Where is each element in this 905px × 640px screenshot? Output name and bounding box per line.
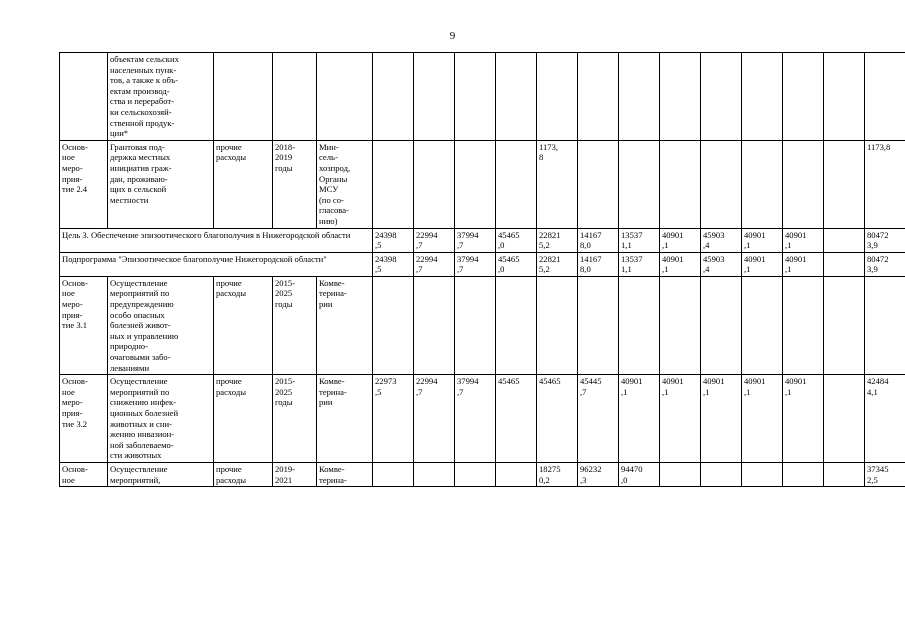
value-cell: 45465 bbox=[537, 375, 578, 463]
value-cell bbox=[742, 462, 783, 486]
value-cell bbox=[660, 53, 701, 141]
period-cell: 2019- 2021 bbox=[273, 462, 317, 486]
value-cell bbox=[578, 53, 619, 141]
value-cell bbox=[783, 140, 824, 228]
value-cell: 40901 ,1 bbox=[660, 228, 701, 252]
measure-name-cell: Грантовая под- держка местных инициатив граж- дан, проживаю- щих в сельской местности bbox=[108, 140, 214, 228]
value-cell: 13537 1,1 bbox=[619, 252, 660, 276]
value-cell: 22821 5,2 bbox=[537, 228, 578, 252]
value-cell bbox=[660, 140, 701, 228]
value-cell: 94470 ,0 bbox=[619, 462, 660, 486]
value-cell bbox=[455, 462, 496, 486]
executor-cell: Комве- терина- рии bbox=[317, 375, 373, 463]
value-cell: 40901 ,1 bbox=[742, 228, 783, 252]
value-cell bbox=[824, 375, 865, 463]
value-cell: 45465 ,0 bbox=[496, 252, 537, 276]
measure-code-cell: Основ- ное меро- прия- тие 3.1 bbox=[60, 276, 108, 374]
value-cell bbox=[496, 140, 537, 228]
value-cell: 45445 ,7 bbox=[578, 375, 619, 463]
value-cell: 40901 ,1 bbox=[742, 252, 783, 276]
value-cell bbox=[496, 462, 537, 486]
value-cell bbox=[824, 276, 865, 374]
value-cell bbox=[824, 462, 865, 486]
value-cell bbox=[701, 140, 742, 228]
value-cell: 40901 ,1 bbox=[660, 375, 701, 463]
value-cell: 24398 ,5 bbox=[373, 228, 414, 252]
total-cell: 42484 4,1 bbox=[865, 375, 905, 463]
measure-code-cell bbox=[60, 53, 108, 141]
value-cell bbox=[578, 140, 619, 228]
value-cell bbox=[414, 140, 455, 228]
value-cell: 18275 0,2 bbox=[537, 462, 578, 486]
total-cell bbox=[865, 53, 905, 141]
value-cell: 22821 5,2 bbox=[537, 252, 578, 276]
table-row bbox=[60, 276, 905, 374]
value-cell bbox=[783, 53, 824, 141]
value-cell bbox=[742, 276, 783, 374]
value-cell: 40901 ,1 bbox=[619, 375, 660, 463]
period-cell: 2018- 2019 годы bbox=[273, 140, 317, 228]
value-cell bbox=[496, 276, 537, 374]
value-cell: 1173, 8 bbox=[537, 140, 578, 228]
value-cell bbox=[619, 140, 660, 228]
value-cell bbox=[373, 140, 414, 228]
value-cell bbox=[824, 53, 865, 141]
value-cell bbox=[414, 53, 455, 141]
executor-cell bbox=[317, 53, 373, 141]
value-cell bbox=[414, 462, 455, 486]
executor-cell: Мин- сель- хозпрод, Органы МСУ (по со- гласова- нию) bbox=[317, 140, 373, 228]
total-cell: 80472 3,9 bbox=[865, 228, 905, 252]
measure-name-cell: Осуществление мероприятий по снижению инфек- ционных болезней животных и сни- жению инвазион- ной заболеваемо- сти животных bbox=[108, 375, 214, 463]
executor-cell: Комве- терина- рии bbox=[317, 276, 373, 374]
value-cell bbox=[455, 53, 496, 141]
measure-name-cell: объектам сельских населенных пунк- тов, а также к объ- ектам производ- ства и переработ- ки сельскохозяй- ственной продук- ции* bbox=[108, 53, 214, 141]
value-cell bbox=[824, 252, 865, 276]
measure-code-cell: Основ- ное меро- прия- тие 3.2 bbox=[60, 375, 108, 463]
value-cell bbox=[660, 462, 701, 486]
value-cell bbox=[496, 53, 537, 141]
total-cell: 1173,8 bbox=[865, 140, 905, 228]
total-cell: 80472 3,9 bbox=[865, 252, 905, 276]
value-cell: 40901 ,1 bbox=[742, 375, 783, 463]
expense-type-cell: прочие расходы bbox=[214, 462, 273, 486]
page-number: 9 bbox=[449, 30, 456, 42]
value-cell bbox=[701, 462, 742, 486]
value-cell: 40901 ,1 bbox=[660, 252, 701, 276]
summary-row bbox=[60, 252, 905, 276]
value-cell bbox=[455, 276, 496, 374]
value-cell: 22994 ,7 bbox=[414, 228, 455, 252]
row-title: Цель 3. Обеспечение эпизоотического благополучия в Нижегородской области bbox=[60, 228, 373, 252]
expense-type-cell bbox=[214, 53, 273, 141]
value-cell: 24398 ,5 bbox=[373, 252, 414, 276]
period-cell: 2015- 2025 годы bbox=[273, 375, 317, 463]
value-cell: 37994 ,7 bbox=[455, 252, 496, 276]
value-cell: 22994 ,7 bbox=[414, 252, 455, 276]
value-cell: 45903 ,4 bbox=[701, 228, 742, 252]
value-cell bbox=[824, 140, 865, 228]
measure-code-cell: Основ- ное bbox=[60, 462, 108, 486]
value-cell: 40901 ,1 bbox=[783, 375, 824, 463]
value-cell: 37994 ,7 bbox=[455, 375, 496, 463]
table-row bbox=[60, 140, 905, 228]
value-cell bbox=[783, 276, 824, 374]
value-cell bbox=[537, 53, 578, 141]
summary-row bbox=[60, 228, 905, 252]
period-cell: 2015- 2025 годы bbox=[273, 276, 317, 374]
measure-name-cell: Осуществление мероприятий по предупреждению особо опасных болезней живот- ных и управлению природно- очаговыми забо- леваниями bbox=[108, 276, 214, 374]
value-cell: 22994 ,7 bbox=[414, 375, 455, 463]
total-cell bbox=[865, 276, 905, 374]
table-row bbox=[60, 53, 905, 141]
period-cell bbox=[273, 53, 317, 141]
value-cell: 45465 bbox=[496, 375, 537, 463]
value-cell bbox=[414, 276, 455, 374]
value-cell bbox=[742, 140, 783, 228]
program-table bbox=[59, 52, 905, 487]
value-cell bbox=[619, 53, 660, 141]
value-cell bbox=[742, 53, 783, 141]
value-cell: 22973 ,5 bbox=[373, 375, 414, 463]
value-cell bbox=[455, 140, 496, 228]
value-cell: 45903 ,4 bbox=[701, 252, 742, 276]
value-cell: 40901 ,1 bbox=[783, 228, 824, 252]
value-cell bbox=[824, 228, 865, 252]
measure-code-cell: Основ- ное меро- прия- тие 2.4 bbox=[60, 140, 108, 228]
value-cell bbox=[373, 462, 414, 486]
value-cell bbox=[373, 276, 414, 374]
expense-type-cell: прочие расходы bbox=[214, 140, 273, 228]
value-cell bbox=[373, 53, 414, 141]
executor-cell: Комве- терина- bbox=[317, 462, 373, 486]
value-cell: 14167 8,0 bbox=[578, 228, 619, 252]
total-cell: 37345 2,5 bbox=[865, 462, 905, 486]
value-cell bbox=[578, 276, 619, 374]
value-cell: 96232 ,3 bbox=[578, 462, 619, 486]
value-cell: 14167 8,0 bbox=[578, 252, 619, 276]
expense-type-cell: прочие расходы bbox=[214, 375, 273, 463]
value-cell bbox=[701, 53, 742, 141]
value-cell bbox=[619, 276, 660, 374]
expense-type-cell: прочие расходы bbox=[214, 276, 273, 374]
value-cell bbox=[701, 276, 742, 374]
value-cell: 40901 ,1 bbox=[701, 375, 742, 463]
value-cell bbox=[783, 462, 824, 486]
value-cell: 45465 ,0 bbox=[496, 228, 537, 252]
table-row bbox=[60, 462, 905, 486]
value-cell bbox=[660, 276, 701, 374]
table-row bbox=[60, 375, 905, 463]
value-cell bbox=[537, 276, 578, 374]
row-title: Подпрограмма "Эпизоотическое благополучие Нижегородской области" bbox=[60, 252, 373, 276]
measure-name-cell: Осуществление мероприятий, bbox=[108, 462, 214, 486]
value-cell: 37994 ,7 bbox=[455, 228, 496, 252]
value-cell: 13537 1,1 bbox=[619, 228, 660, 252]
value-cell: 40901 ,1 bbox=[783, 252, 824, 276]
